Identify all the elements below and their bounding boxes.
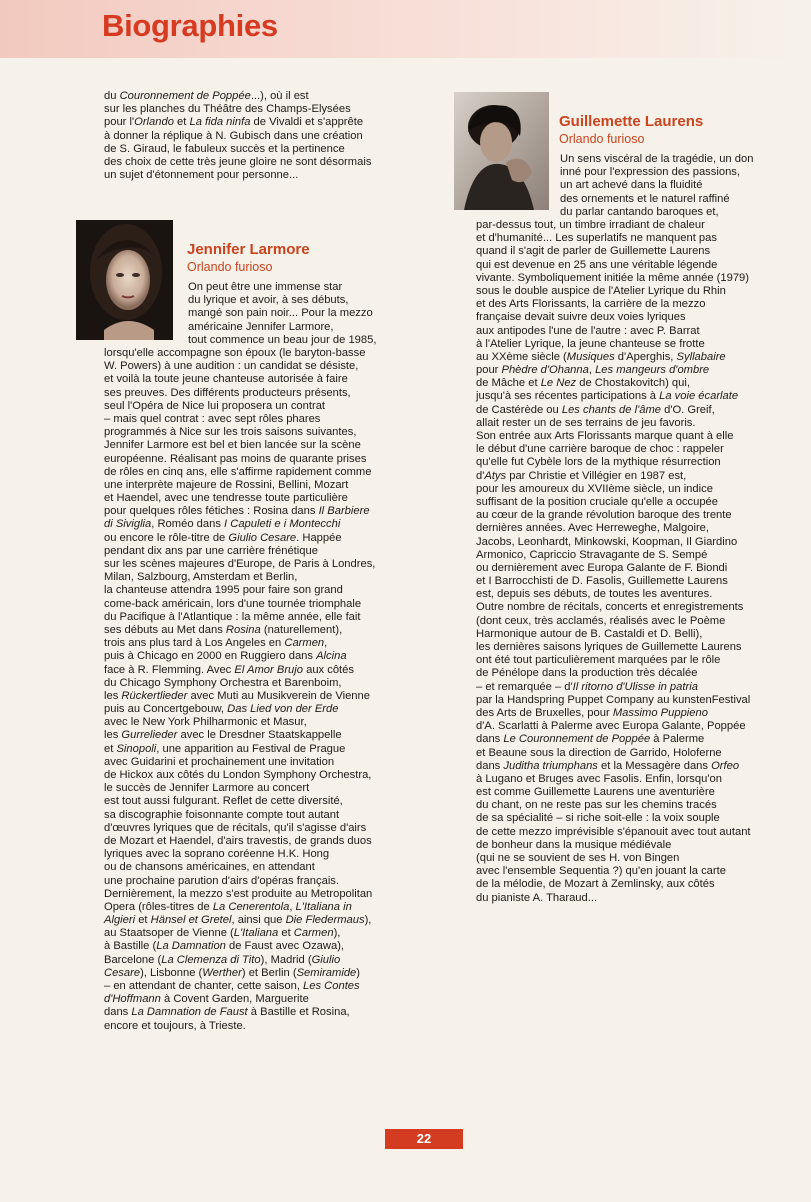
italic-title: Semiramide: [296, 966, 357, 979]
larmore-intro-line: tout commence un beau jour de 1985,: [188, 333, 377, 346]
italic-title: Die Fledermaus: [285, 914, 365, 927]
italic-title: Rückertlieder: [121, 689, 188, 702]
larmore-line: dans La Damnation de Faust à Bastille et Rosina,: [104, 1006, 350, 1019]
larmore-line: programmés à Nice sur les trois saisons suivantes,: [104, 426, 357, 439]
italic-title: Atys: [484, 469, 507, 482]
larmore-line: sur les scènes majeures d'Europe, de Paris à Londres,: [104, 558, 376, 570]
laurens-line: pour Phèdre d'Ohanna, Les mangeurs d'ombre: [476, 364, 710, 377]
laurens-line: du pianiste A. Tharaud...: [476, 891, 598, 904]
larmore-line: Opera (rôles-titres de La Cenerentola, L'Italiana in: [104, 900, 352, 913]
larmore-line: avec le New York Philharmonic et Masur,: [104, 716, 307, 729]
larmore-line: du Chicago Symphony Orchestra et Barenboim,: [104, 676, 342, 689]
laurens-line: de Mâche et Le Nez de Chostakovitch) qui,: [476, 377, 690, 390]
larmore-line: Algieri et Hänsel et Gretel, ainsi que Die Fledermaus),: [104, 914, 372, 927]
italic-title: Il ritorno d'Ulisse in patria: [572, 680, 698, 693]
intro-line: de S. Giraud, le fabuleux succès et la pertinence: [104, 142, 345, 155]
bio-name-laurens: Guillemette Laurens: [559, 113, 704, 130]
italic-title: Algieri: [104, 914, 136, 927]
italic-title: La voie écarlate: [659, 390, 739, 403]
larmore-line: ses débuts au Met dans Rosina (naturellement),: [104, 623, 343, 636]
laurens-line: allait rester un de ses terrains de jeu favoris.: [476, 416, 696, 429]
bio-text-laurens: [476, 219, 751, 905]
laurens-line: – et remarquée – d'Il ritorno d'Ulisse in patria: [476, 680, 698, 693]
larmore-line: avec Guidarini et prochainement une invitation: [104, 755, 335, 768]
laurens-line: suffisant de la position cruciale qu'elle a occupée: [476, 495, 718, 508]
laurens-line: vivante. Symboliquement initiée la même année (1979): [476, 271, 750, 284]
larmore-line: les Gurrelieder avec le Dresdner Staatskappelle: [104, 729, 342, 742]
laurens-line: et Beaune sous la direction de Garrido, Holoferne: [476, 746, 722, 759]
laurens-line: à l'Atelier Lyrique, la jeune chanteuse se frotte: [476, 337, 705, 350]
italic-title: Phèdre d'Ohanna: [501, 364, 589, 377]
larmore-line: ses preuves. Des différents producteurs présents,: [104, 386, 351, 399]
laurens-line: de Castérède ou Les chants de l'âme d'O. Greif,: [476, 403, 715, 416]
larmore-line: une prochaine parution d'airs d'opéras français.: [104, 874, 340, 887]
larmore-line: Dernièrement, la mezzo s'est produite au Metropolitan: [104, 887, 373, 900]
laurens-line: et d'humanité... Les superlatifs ne manquent pas: [476, 232, 717, 245]
laurens-line: par la Handspring Puppet Company au kunstenFestival: [476, 693, 751, 706]
laurens-line: d'Atys par Christie et Villégier en 1987 est,: [476, 469, 687, 482]
page-number-box: [385, 1129, 463, 1149]
intro-line: des choix de cette très jeune gloire ne sont désormais: [104, 155, 372, 168]
laurens-intro-line: inné pour l'expression des passions,: [560, 166, 740, 179]
italic-title: Le Couronnement de Poppée: [503, 733, 651, 746]
larmore-intro-line: On peut être une immense star: [188, 281, 343, 293]
laurens-line: est comme Guillemette Laurens une aventurière: [476, 786, 715, 799]
larmore-line: come-back américain, lors d'une tournée triomphale: [104, 597, 362, 610]
larmore-line: encore et toujours, à Trieste.: [104, 1019, 246, 1032]
larmore-line: di Siviglia, Roméo dans I Capuleti e i Montecchi: [104, 518, 341, 531]
laurens-line: ou dernièrement avec Europa Galante de F. Biondi: [476, 561, 728, 574]
portrait-jennifer-larmore: [76, 220, 173, 340]
italic-title: L'Italiana in: [295, 900, 352, 913]
larmore-line: – mais quel contrat : avec sept rôles phares: [104, 412, 321, 425]
laurens-line: et des Arts Florissants, la carrière de la mezzo: [476, 298, 706, 311]
intro-line: pour l'Orlando et La fida ninfa de Vivaldi et s'apprête: [104, 116, 364, 129]
laurens-line: qui est devenue en 25 ans une véritable légende: [476, 258, 718, 271]
italic-title: Carmen: [284, 637, 325, 650]
bio-role-laurens: Orlando furioso: [559, 132, 645, 146]
laurens-line: d'A. Scarlatti à Palerme avec Europa Galante, Poppée: [476, 720, 746, 733]
page-title: Biographies: [102, 8, 278, 43]
italic-title: Orfeo: [711, 759, 740, 772]
bio-text-larmore: [104, 347, 375, 1033]
larmore-line: ou de chansons américaines, en attendant: [104, 861, 315, 874]
larmore-intro-line: mangé son pain noir... Pour la mezzo: [188, 307, 373, 320]
larmore-line: W. Powers) à une audition : un candidat se désiste,: [104, 360, 359, 373]
larmore-line: du Pacifique à l'Atlantique : la même année, elle fait: [104, 610, 361, 623]
italic-title: Les Contes: [303, 980, 360, 992]
laurens-line: (qui ne se souvient de ses H. von Bingen: [476, 852, 680, 864]
laurens-line: sous le double auspice de l'Atelier Lyrique du Rhin: [476, 284, 726, 297]
laurens-line: aux antipodes l'une de l'autre : avec P. Barrat: [476, 324, 700, 337]
larmore-line: trois ans plus tard à Los Angeles en Carmen,: [104, 637, 328, 650]
larmore-line: lyriques avec la soprano coréenne H.K. Hong: [104, 848, 330, 861]
italic-title: I Capuleti e i Montecchi: [224, 518, 341, 531]
laurens-line: de la mélodie, de Mozart à Zemlinsky, aux côtés: [476, 878, 715, 891]
larmore-line: au Staatsoper de Vienne (L'Italiana et Carmen),: [104, 927, 341, 940]
laurens-line: Harmonique autour de B. Castaldi et D. Belli),: [476, 627, 703, 640]
italic-title: Il Barbiere: [318, 505, 370, 518]
italic-title: Syllabaire: [676, 350, 726, 363]
italic-title: La Damnation de Faust: [131, 1006, 248, 1019]
italic-title: di Siviglia: [104, 518, 152, 531]
larmore-line: – en attendant de chanter, cette saison, Les Contes: [104, 980, 360, 992]
intro-line: un sujet d'étonnement pour personne...: [104, 169, 299, 182]
laurens-line: au cœur de la grande révolution baroque des trente: [476, 509, 732, 522]
larmore-line: le succès de Jennifer Larmore au concert: [104, 782, 310, 795]
larmore-line: d'œuvres lyriques que de récitals, qu'il s'agisse d'airs: [104, 821, 367, 834]
laurens-line: au XXème siècle (Musiques d'Aperghis, Syllabaire: [476, 350, 726, 363]
laurens-line: de cette mezzo imprévisible s'épanouit avec tout autant: [476, 825, 751, 838]
bio-text-larmore-intro: [188, 281, 376, 347]
italic-title: Orlando: [134, 116, 174, 129]
larmore-line: pendant dix ans par une carrière frénétique: [104, 544, 318, 557]
italic-title: El Amor Brujo: [234, 663, 303, 676]
larmore-line: est tout aussi fulgurant. Reflet de cette diversité,: [104, 795, 343, 808]
laurens-line: ont été tout particulièrement marquées par le rôle: [476, 654, 721, 667]
laurens-line: Son entrée aux Arts Florissants marque quant à elle: [476, 430, 734, 442]
laurens-line: Jacobs, Leonhardt, Minkowski, Koopman, Il Giardino: [476, 535, 738, 548]
italic-title: Cesare: [104, 966, 141, 979]
larmore-line: Cesare), Lisbonne (Werther) et Berlin (Semiramide): [104, 966, 360, 979]
italic-title: Les mangeurs d'ombre: [595, 364, 710, 377]
bio-name-larmore: Jennifer Larmore: [187, 241, 310, 258]
portrait-guillemette-laurens: [454, 92, 549, 210]
laurens-line: dans Juditha triumphans et la Messagère dans Orfeo: [476, 759, 740, 772]
laurens-intro-line: du parlar cantando baroques et,: [560, 205, 719, 218]
laurens-line: dans Le Couronnement de Poppée à Palerme: [476, 733, 705, 746]
larmore-line: d'Hoffmann à Covent Garden, Marguerite: [104, 993, 309, 1006]
laurens-line: qu'elle fut Cybèle lors de la mythique résurrection: [476, 456, 721, 469]
laurens-line: Armonico, Capriccio Stravagante de S. Sempé: [476, 548, 708, 561]
italic-title: d'Hoffmann: [104, 993, 161, 1006]
laurens-line: des Arts de Bruxelles, pour Massimo Puppieno: [476, 706, 708, 719]
page-number: 22: [416, 1131, 432, 1146]
larmore-line: et voilà la toute jeune chanteuse autorisée à faire: [104, 373, 348, 386]
intro-line: à donner la réplique à N. Gubisch dans une création: [104, 129, 363, 142]
italic-title: Couronnement de Poppée: [119, 90, 251, 102]
laurens-line: du chant, on ne reste pas sur les chemins tracés: [476, 799, 717, 812]
larmore-line: et Sinopoli, une apparition au Festival de Prague: [104, 742, 346, 755]
larmore-line: Jennifer Larmore est bel et bien lancée sur la scène: [104, 439, 361, 452]
intro-line: sur les planches du Théâtre des Champs-Elysées: [104, 103, 351, 116]
laurens-line: de sa spécialité – si riche soit-elle : la voix souple: [476, 812, 720, 825]
bio-text-laurens-intro: [560, 153, 753, 219]
italic-title: Giulio Cesare: [228, 531, 297, 544]
larmore-line: Barcelone (La Clemenza di Tito), Madrid (Giulio: [104, 953, 341, 966]
laurens-line: (dont ceux, très acclamés, réalisés avec le Poème: [476, 614, 726, 627]
laurens-line: avec l'ensemble Sequentia ?) qu'en jouant la carte: [476, 865, 726, 878]
italic-title: La Clemenza di Tito: [161, 953, 261, 966]
laurens-line: française devait suivre deux voies lyriques: [476, 311, 686, 324]
italic-title: Das Lied von der Erde: [227, 703, 339, 716]
larmore-intro-line: du lyrique et avoir, à ses débuts,: [188, 294, 349, 307]
intro-paragraph: [104, 90, 371, 182]
larmore-line: puis au Concertgebouw, Das Lied von der Erde: [104, 703, 339, 716]
larmore-line: Milan, Salzbourg, Amsterdam et Berlin,: [104, 571, 298, 584]
italic-title: Carmen: [293, 927, 334, 940]
laurens-intro-line: Un sens viscéral de la tragédie, un don: [560, 153, 754, 165]
larmore-line: sa discographie foisonnante compte tout autant: [104, 808, 340, 821]
italic-title: Werther: [202, 966, 242, 979]
larmore-line: de Mozart et Haendel, d'airs travestis, de grands duos: [104, 834, 372, 847]
italic-title: Giulio: [311, 953, 341, 966]
italic-title: Musiques: [566, 350, 615, 363]
larmore-line: de Hickox aux côtés du London Symphony Orchestra,: [104, 769, 372, 781]
larmore-line: pour quelques rôles fétiches : Rosina dans Il Barbiere: [104, 505, 370, 518]
laurens-intro-line: des ornements et le naturel raffiné: [560, 192, 730, 205]
laurens-line: de Pénélope dans la production très décalée: [476, 667, 698, 680]
larmore-line: seul l'Opéra de Nice lui proposera un contrat: [104, 399, 326, 412]
laurens-line: par-dessus tout, un timbre irradiant de chaleur: [476, 219, 705, 231]
laurens-line: jusqu'à ses récentes participations à La voie écarlate: [476, 390, 739, 403]
italic-title: Hänsel et Gretel: [150, 914, 232, 927]
laurens-line: de bonheur dans la musique médiévale: [476, 838, 672, 851]
larmore-line: lorsqu'elle accompagne son époux (le baryton-basse: [104, 347, 366, 359]
laurens-line: et I Barrocchisti de D. Fasolis, Guillemette Laurens: [476, 575, 728, 588]
larmore-line: face à R. Flemming. Avec El Amor Brujo aux côtés: [104, 663, 354, 676]
italic-title: Les chants de l'âme: [561, 403, 661, 416]
laurens-line: dernières années. Avec Herreweghe, Malgoire,: [476, 522, 709, 535]
larmore-intro-line: américaine Jennifer Larmore,: [188, 320, 334, 333]
laurens-line: quand il s'agit de parler de Guillemette Laurens: [476, 245, 711, 258]
larmore-line: ou encore le rôle-titre de Giulio Cesare. Happée: [104, 531, 342, 544]
bio-role-larmore: Orlando furioso: [187, 260, 273, 274]
laurens-line: les dernières saisons lyriques de Guillemette Laurens: [476, 641, 742, 653]
italic-title: Alcina: [316, 650, 347, 663]
laurens-intro-line: un art achevé dans la fluidité: [560, 179, 703, 192]
larmore-line: puis à Chicago en 2000 en Ruggiero dans Alcina: [104, 650, 347, 663]
laurens-line: le début d'une carrière baroque de choc : rappeler: [476, 443, 724, 456]
larmore-line: et Haendel, avec une tendresse toute particulière: [104, 492, 348, 505]
italic-title: La Cenerentola: [212, 900, 290, 913]
italic-title: Sinopoli: [116, 742, 157, 755]
italic-title: La Damnation: [156, 940, 226, 953]
larmore-line: européenne. Réalisant pas moins de quarante prises: [104, 452, 367, 465]
italic-title: L'Italiana: [233, 927, 279, 940]
italic-title: Le Nez: [540, 377, 577, 390]
laurens-line: Outre nombre de récitals, concerts et enregistrements: [476, 601, 744, 614]
larmore-line: la chanteuse attendra 1995 pour faire son grand: [104, 584, 343, 597]
laurens-line: à Lugano et Bruges avec Fasolis. Enfin, lorsqu'on: [476, 772, 722, 785]
laurens-line: est, depuis ses débuts, de toutes les aventures.: [476, 588, 713, 601]
intro-line: du Couronnement de Poppée...), où il est: [104, 90, 309, 102]
larmore-line: une interprète majeure de Rossini, Bellini, Mozart: [104, 478, 349, 491]
italic-title: La fida ninfa: [189, 116, 251, 129]
laurens-line: pour les amoureux du XVIIème siècle, un indice: [476, 482, 713, 495]
italic-title: Massimo Puppieno: [612, 706, 708, 719]
larmore-line: de rôles en cinq ans, elle s'affirme rapidement comme: [104, 465, 372, 478]
italic-title: Rosina: [225, 623, 261, 636]
larmore-line: à Bastille (La Damnation de Faust avec Ozawa),: [104, 940, 345, 953]
italic-title: Juditha triumphans: [503, 759, 598, 772]
italic-title: Gurrelieder: [121, 729, 178, 742]
larmore-line: les Rückertlieder avec Muti au Musikverein de Vienne: [104, 689, 370, 702]
